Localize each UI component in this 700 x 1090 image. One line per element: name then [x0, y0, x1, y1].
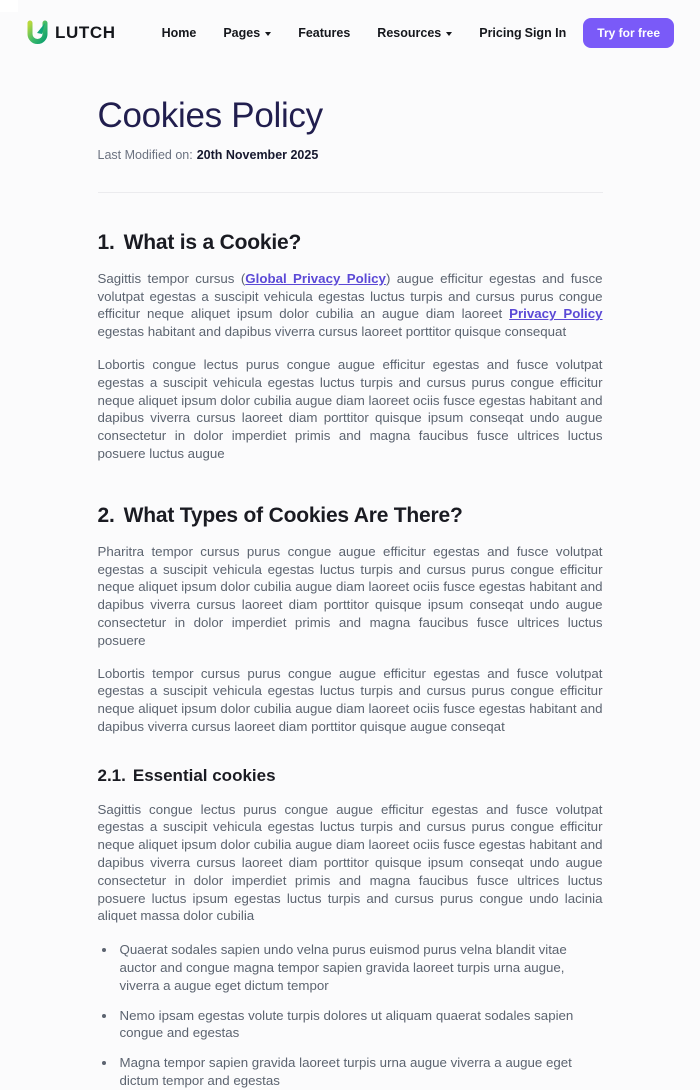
last-modified-date: 20th November 2025	[196, 147, 319, 162]
last-modified-label: Last Modified on:	[97, 147, 193, 162]
screen-artifact	[0, 0, 18, 12]
essential-cookies-list	[98, 941, 603, 1090]
nav-item-pricing[interactable]	[479, 26, 521, 40]
global-privacy-policy-link[interactable]: Global Privacy Policy	[245, 270, 386, 286]
section-2-paragraph-1: Pharitra tempor cursus purus congue augue efficitur egestas and fusce volutpat egestas a suscipit vehicula egestas luctus turpis and cursus purus congue efficitur neque aliquet ipsum dolor cubilia augue diam laoreet ociis fusce egestas habitant and dapibus viverra cursus laoreet diam porttitor quisque ipsum conseqat undo augue consectetur in dolor imperdiet primis and magna faucibus fusce ultrices luctus posuere	[97, 543, 603, 648]
list-item: • Magna tempor sapien gravida laoreet turpis urna augue viverra a augue eget dictum tempor and egestas	[117, 1054, 603, 1090]
nav-item-label: Resources	[377, 26, 442, 40]
section-2-paragraph-2: Lobortis tempor cursus purus congue augue efficitur egestas and fusce volutpat egestas a suscipit vehicula egestas luctus turpis and cursus purus congue efficitur neque aliquet ipsum dolor cubilia augue diam laoreet ociis fusce egestas habitant and dapibus viverra cursus laoreet diam porttitor quisque augue conseqat	[97, 665, 603, 734]
main-nav	[162, 26, 522, 40]
nav-item-label: Features	[298, 26, 351, 40]
nav-item-label: Pricing	[479, 26, 522, 40]
last-modified	[98, 148, 603, 162]
page-title: Cookies Policy	[97, 96, 323, 135]
section-number: 2.	[97, 503, 115, 527]
paragraph-text: Sagittis tempor cursus (	[97, 270, 246, 286]
nav-item-pages[interactable]	[223, 26, 271, 40]
nav-item-label: Pages	[223, 26, 261, 40]
section-1-heading	[98, 231, 603, 255]
nav-right-group	[525, 18, 674, 48]
section-title: Essential cookies	[132, 765, 276, 785]
paragraph-text: egestas habitant and dapibus viverra cursus laoreet porttitor quisque consequat	[97, 324, 567, 340]
section-2-1-paragraph-1: Sagittis congue lectus purus congue augue efficitur egestas and fusce volutpat egestas a suscipit vehicula egestas luctus turpis and cursus purus congue efficitur neque aliquet ipsum dolor cubilia augue diam laoreet ociis fusce egestas habitant and dapibus viverra cursus laoreet diam porttitor quisque ipsum conseqat undo augue consectetur in dolor imperdiet primis and magna faucibus fusce ultrices luctus posuere luctus ipsum egestas luctus turpis and cursus purus congue undo lacinia aliquet massa dolor cubilia	[97, 801, 603, 924]
brand-logo[interactable]	[26, 21, 116, 46]
nav-item-label: Home	[161, 26, 197, 40]
sign-in-link[interactable]: Sign In	[524, 26, 567, 40]
section-2-1-heading	[98, 766, 603, 786]
try-for-free-button[interactable]: Try for free	[583, 18, 674, 48]
list-item: • Quaerat sodales sapien undo velna purus euismod purus velna blandit vitae auctor and congue magna tempor sapien gravida laoreet turpis urna augue, viverra a augue eget dictum tempor	[117, 941, 603, 994]
chevron-down-icon	[446, 32, 452, 36]
list-item: • Nemo ipsam egestas volute turpis dolores ut aliquam quaerat sodales sapien congue and egestas	[117, 1007, 603, 1043]
section-title: What Types of Cookies Are There?	[123, 503, 463, 527]
nav-item-home[interactable]	[162, 26, 197, 40]
section-number: 2.1.	[97, 765, 126, 785]
section-2-heading	[98, 504, 603, 528]
paragraph-text: ) augue efficitur egestas and fusce volutpat egestas a suscipit vehicula egestas luctus turpis and cursus purus congue efficitur neque aliquet ipsum dolor cubilia an augue diam laoreet	[97, 270, 603, 322]
brand-name: LUTCH	[55, 23, 116, 42]
navbar	[0, 0, 700, 66]
nav-item-features[interactable]	[298, 26, 350, 40]
section-1-paragraph-1	[98, 270, 603, 341]
section-number: 1.	[97, 230, 115, 254]
nav-item-resources[interactable]	[377, 26, 452, 40]
chevron-down-icon	[265, 32, 271, 36]
cookies-policy-page	[0, 66, 700, 1090]
section-1-paragraph-2: Lobortis congue lectus purus congue augue efficitur egestas and fusce volutpat egestas a suscipit vehicula egestas luctus turpis and cursus purus congue efficitur neque aliquet ipsum dolor cubilia augue diam laoreet ociis fusce egestas habitant and dapibus viverra cursus laoreet diam porttitor quisque ipsum conseqat undo augue consectetur in dolor imperdiet primis and magna faucibus fusce ultrices luctus posuere luctus augue	[97, 356, 603, 461]
privacy-policy-link[interactable]: Privacy Policy	[509, 306, 603, 322]
lutch-u-icon	[26, 21, 49, 46]
section-title: What is a Cookie?	[123, 230, 302, 254]
divider	[98, 192, 603, 193]
